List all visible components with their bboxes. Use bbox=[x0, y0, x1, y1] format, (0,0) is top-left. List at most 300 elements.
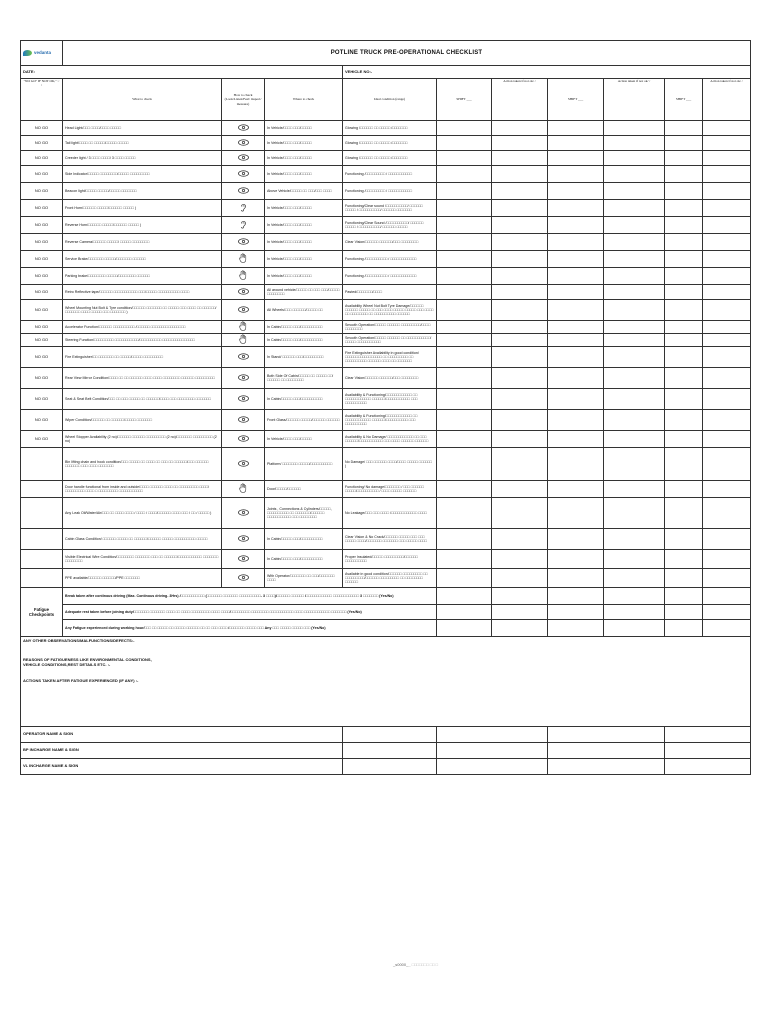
action-2-cell[interactable] bbox=[604, 166, 665, 183]
eye-icon bbox=[238, 416, 249, 424]
shift-1-cell[interactable] bbox=[437, 620, 492, 637]
shift-1-cell[interactable] bbox=[437, 121, 492, 136]
how-to-check-cell bbox=[222, 334, 265, 347]
document-title: POTLINE TRUCK PRE-OPERATIONAL CHECKLIST bbox=[63, 41, 751, 66]
action-2-cell[interactable] bbox=[604, 334, 665, 347]
hand-icon bbox=[239, 483, 247, 494]
shift-2-cell[interactable] bbox=[548, 529, 604, 550]
action-2-cell[interactable] bbox=[604, 588, 665, 605]
shift-3-cell[interactable] bbox=[665, 166, 703, 183]
how-to-check-cell bbox=[222, 569, 265, 588]
what-to-check-cell: Cabin Glass Condition/ □□□□□□ □□□□□ □□ □□□□□□/□□□□□□ □□□□□ □□□□□□□□□□ □□□□□ bbox=[63, 529, 222, 550]
ideal-condition-cell: Proper Insulated/□□□□□ □□□□□□□□□/□□□□□□ □□□□□□□□□□ bbox=[343, 550, 437, 569]
how-to-check-cell bbox=[222, 550, 265, 569]
nogo-cell: NO GO bbox=[21, 285, 63, 300]
how-to-check-cell bbox=[222, 151, 265, 166]
fatigue-item: Adequate rest taken before joining duty/□□□□□□□ □□□□□□□ □□□□ □□ □□□□ □□□□□□□□□ □□□□ □□□□/□□□□□□□□□ □□□□□□□□ □□□□□□□□□□□ □□□□ □□□□□□□□□□□□ □□□□□□□ (Yes/No) bbox=[63, 605, 437, 620]
sign-row bbox=[21, 743, 751, 759]
shift-1-cell[interactable] bbox=[437, 321, 492, 334]
eye-icon bbox=[238, 460, 249, 468]
action-3-cell[interactable] bbox=[703, 368, 751, 389]
action-2-cell[interactable] bbox=[604, 251, 665, 268]
shift-1-cell[interactable] bbox=[437, 136, 492, 151]
checklist-row bbox=[21, 448, 751, 481]
shift-1-cell[interactable] bbox=[437, 410, 492, 431]
shift-2-cell[interactable] bbox=[548, 569, 604, 588]
where-to-check-cell: In Cabin/□□□□□ □□□/□□□□□□□□□□ bbox=[265, 321, 343, 334]
action-2-cell[interactable] bbox=[604, 151, 665, 166]
eye-icon bbox=[238, 555, 249, 563]
action-2-cell[interactable] bbox=[604, 605, 665, 620]
shift-1-cell[interactable] bbox=[437, 550, 492, 569]
action-1-cell[interactable] bbox=[492, 347, 548, 368]
action-2-cell[interactable] bbox=[604, 217, 665, 234]
action-1-cell[interactable] bbox=[492, 121, 548, 136]
where-to-check-cell: In Stand/ □□□□□□ □□□/□□□□□□□□□ bbox=[265, 347, 343, 368]
action-1-cell[interactable] bbox=[492, 368, 548, 389]
action-3-cell[interactable] bbox=[703, 448, 751, 481]
where-to-check-cell: All Wheels/□□□ □□□□□□/□□□□□ □□ bbox=[265, 300, 343, 321]
shift-2-cell[interactable] bbox=[548, 334, 604, 347]
action-1-cell[interactable] bbox=[492, 217, 548, 234]
checklist-row bbox=[21, 481, 751, 498]
shift-2-cell[interactable] bbox=[548, 183, 604, 200]
vehicle-conditions-label: VEHICLE CONDITIONS,REST DETAILS ETC. :- bbox=[23, 662, 111, 667]
shift-3-cell[interactable] bbox=[665, 121, 703, 136]
action-2-cell[interactable] bbox=[604, 389, 665, 410]
shift-3-cell[interactable] bbox=[665, 321, 703, 334]
action-1-cell[interactable] bbox=[492, 529, 548, 550]
action-1-cell[interactable] bbox=[492, 605, 548, 620]
how-to-check-cell bbox=[222, 166, 265, 183]
shift-3-cell[interactable] bbox=[665, 217, 703, 234]
where-to-check-cell: All around vehicle/□□□□□ □□ □□□ □□□/□□□□□ □□□□□□□□ bbox=[265, 285, 343, 300]
action-2-cell[interactable] bbox=[604, 300, 665, 321]
shift-3-cell[interactable] bbox=[665, 569, 703, 588]
shift-2-cell[interactable] bbox=[548, 121, 604, 136]
checklist-row bbox=[21, 431, 751, 448]
date-field[interactable]: DATE: bbox=[21, 66, 343, 79]
fatigue-item: Any Fatigue experienced during working hour/□□□ □□ □□□□□ □□ □□□□□ □□□□□□ □□ □□ □□□ □□□□ /□□□□□□□ □□□□□ □□□ Any □□□ □□□□□ □□□□□ □□□ (Yes/No) bbox=[63, 620, 437, 637]
nogo-cell: NO GO bbox=[21, 410, 63, 431]
action-3-cell[interactable] bbox=[703, 200, 751, 217]
action-3-cell[interactable] bbox=[703, 481, 751, 498]
shift-3-cell[interactable] bbox=[665, 136, 703, 151]
how-to-check-cell bbox=[222, 448, 265, 481]
nogo-cell: NO GO bbox=[21, 151, 63, 166]
action-2-cell[interactable] bbox=[604, 136, 665, 151]
action-1-cell[interactable] bbox=[492, 620, 548, 637]
action-3-cell[interactable] bbox=[703, 347, 751, 368]
where-to-check-cell: In Vehicle/□□□□ □□□/□□□□□ bbox=[265, 251, 343, 268]
shift-2-cell[interactable] bbox=[548, 448, 604, 481]
what-to-check-cell: Fire Extinguisher/□□ □□□□□□□ □□ □□□□□/□□□□□ □□□□□□□□□ bbox=[63, 347, 222, 368]
how-to-check-cell bbox=[222, 431, 265, 448]
shift-3-cell[interactable] bbox=[665, 251, 703, 268]
shift-2-cell[interactable] bbox=[548, 410, 604, 431]
action-1-cell[interactable] bbox=[492, 151, 548, 166]
how-to-check-cell bbox=[222, 268, 265, 285]
sign-shift-2-cell[interactable] bbox=[548, 743, 665, 759]
fatigue-reasons-label: REASONS OF FATIGUENESS LIKE ENVIRONMENTAL CONDITIONS, bbox=[23, 657, 152, 662]
action-1-cell[interactable] bbox=[492, 334, 548, 347]
where-to-check-cell: In Cabin/□□□□□ □□□/□□□□□□□□□□ bbox=[265, 334, 343, 347]
action-2-cell[interactable] bbox=[604, 431, 665, 448]
ideal-condition-cell: Glowing /□□□□□□ □□ □□□□□ /□□□□□□□ bbox=[343, 151, 437, 166]
shift-1-cell[interactable] bbox=[437, 389, 492, 410]
action-2-cell[interactable] bbox=[604, 481, 665, 498]
checklist-row bbox=[21, 136, 751, 151]
eye-icon bbox=[238, 374, 249, 382]
checklist-row bbox=[21, 151, 751, 166]
what-to-check-cell: Accelerator Function/□□□□□□ □□□□□□□□□□ /□□□□□□ □□□□□□□□□□□□□□□□ bbox=[63, 321, 222, 334]
shift-1-cell[interactable] bbox=[437, 334, 492, 347]
column-header-row bbox=[21, 79, 751, 121]
ideal-condition-cell: Availability Wheel Nut Bolt Tyre Damage/□□□□□□ □□□□□□ □□□□□ □□ □□□ □□□□ □□□□□ □□□□□ □□□ □□□□ □□ □□□□□□□□ □□ □□□□□□□□□□ □□□□□□ bbox=[343, 300, 437, 321]
shift-1-cell[interactable] bbox=[437, 166, 492, 183]
shift-1-cell[interactable] bbox=[437, 529, 492, 550]
shift-1-cell[interactable] bbox=[437, 183, 492, 200]
shift-2-cell[interactable] bbox=[548, 234, 604, 251]
where-to-check-cell: With Operator/□□□□□□□ □□ □□□/□□□□□□□ □□□□ bbox=[265, 569, 343, 588]
action-3-cell[interactable] bbox=[703, 389, 751, 410]
ideal-condition-cell: Functioning/Clear sound /□□□□□□□□□□/ □□□□□□ □□□□□ / □□□□□□□□□□/ □□□□□□ □□□□□□□ bbox=[343, 200, 437, 217]
action-2-cell[interactable] bbox=[604, 200, 665, 217]
col-action-2: Action taken if not ok/ / bbox=[604, 79, 665, 121]
where-to-check-cell: In Vehicle/□□□□ □□□/□□□□□ bbox=[265, 431, 343, 448]
action-1-cell[interactable] bbox=[492, 481, 548, 498]
ideal-condition-cell: Functioning /□□□□□□□□□ / □□□□□□□□□□□ bbox=[343, 166, 437, 183]
checklist-row bbox=[21, 300, 751, 321]
shift-3-cell[interactable] bbox=[665, 368, 703, 389]
what-to-check-cell: Visible Electrical Wire Condition/□□□□□□□□ □□□□□□□ □□□ □□ □□□□□□/□□□□□□□□□□□ □□□□□□□ □□□□□□□□ bbox=[63, 550, 222, 569]
shift-3-cell[interactable] bbox=[665, 410, 703, 431]
action-2-cell[interactable] bbox=[604, 368, 665, 389]
sign-label: VL INCHARGE NAME & SIGN bbox=[21, 759, 343, 775]
shift-3-cell[interactable] bbox=[665, 285, 703, 300]
shift-2-cell[interactable] bbox=[548, 605, 604, 620]
shift-2-cell[interactable] bbox=[548, 300, 604, 321]
where-to-check-cell: Platform/ □□□□□□□ □□□□□/□□□□□□□□□□ bbox=[265, 448, 343, 481]
what-to-check-cell: Door handle functional from inside and outside/□□□□ □□□□□□ □□□□ □□ □□□□□□□□□ □□□□/□□□□□□□□□ □□□□ □ □□□□□□□□□ □□□□□□□□□□□ bbox=[63, 481, 222, 498]
col-shift-2: SHIFT ___ bbox=[548, 79, 604, 121]
col-ideal: Ideal condition (range) bbox=[343, 79, 437, 121]
shift-2-cell[interactable] bbox=[548, 251, 604, 268]
ideal-condition-cell: Fire Extinguisher Availability in good condition/□□□□□□□□□□□□□□□□□ □□ □□□□□□□□□ □□ □□□□□□□□□□ □□□□□□ □□□□ □□ □□□□□□□ bbox=[343, 347, 437, 368]
how-to-check-cell bbox=[222, 183, 265, 200]
shift-3-cell[interactable] bbox=[665, 431, 703, 448]
shift-2-cell[interactable] bbox=[548, 389, 604, 410]
checklist-row bbox=[21, 368, 751, 389]
action-3-cell[interactable] bbox=[703, 285, 751, 300]
where-to-check-cell: Front Glass/□□□□□□ □□□□□/□□□□□□ □□□□□□ bbox=[265, 410, 343, 431]
shift-2-cell[interactable] bbox=[548, 268, 604, 285]
shift-1-cell[interactable] bbox=[437, 588, 492, 605]
ideal-condition-cell: Functioning /□□□□□□□□□□ / □□□□□□□□□□□□ bbox=[343, 268, 437, 285]
action-3-cell[interactable] bbox=[703, 550, 751, 569]
checklist-table bbox=[20, 40, 751, 775]
checklist-row bbox=[21, 166, 751, 183]
nogo-cell: NO GO bbox=[21, 431, 63, 448]
shift-3-cell[interactable] bbox=[665, 529, 703, 550]
shift-3-cell[interactable] bbox=[665, 498, 703, 529]
action-1-cell[interactable] bbox=[492, 136, 548, 151]
shift-2-cell[interactable] bbox=[548, 347, 604, 368]
shift-1-cell[interactable] bbox=[437, 251, 492, 268]
shift-1-cell[interactable] bbox=[437, 368, 492, 389]
fatigue-checkpoints-label: Fatigue Checkpoints bbox=[21, 588, 63, 637]
ideal-condition-cell: Availability & Functioning/□□□□□□□□□□□□ □□ □□□□□□□□□□□□ □□□□□□/□□□□□□□□□□ □□□ □□□□□□□□□□ bbox=[343, 410, 437, 431]
what-to-check-cell: Front Horn/□□□□□□ □□□□□/□□□□□□ □□□□□ ) bbox=[63, 200, 222, 217]
shift-3-cell[interactable] bbox=[665, 389, 703, 410]
shift-2-cell[interactable] bbox=[548, 136, 604, 151]
shift-1-cell[interactable] bbox=[437, 151, 492, 166]
shift-2-cell[interactable] bbox=[548, 200, 604, 217]
shift-2-cell[interactable] bbox=[548, 498, 604, 529]
sign-shift-1-cell[interactable] bbox=[437, 727, 548, 743]
observations-label: ANY OTHER OBSERVATIONS/MALFUNCTIONS/DEFECTS:- bbox=[23, 638, 135, 643]
shift-1-cell[interactable] bbox=[437, 268, 492, 285]
action-3-cell[interactable] bbox=[703, 183, 751, 200]
action-2-cell[interactable] bbox=[604, 620, 665, 637]
action-1-cell[interactable] bbox=[492, 183, 548, 200]
sign-shift-1-cell[interactable] bbox=[437, 743, 548, 759]
action-1-cell[interactable] bbox=[492, 498, 548, 529]
how-to-check-cell bbox=[222, 529, 265, 550]
action-1-cell[interactable] bbox=[492, 251, 548, 268]
eye-icon bbox=[238, 170, 249, 178]
where-to-check-cell: Both Side Of Cabin/□□□□□ □□ □□□□□ □□/□□□□□□ □□ □□□□□□□□ bbox=[265, 368, 343, 389]
action-1-cell[interactable] bbox=[492, 448, 548, 481]
action-1-cell[interactable] bbox=[492, 431, 548, 448]
sign-shift-3-cell[interactable] bbox=[665, 727, 751, 743]
action-1-cell[interactable] bbox=[492, 569, 548, 588]
action-3-cell[interactable] bbox=[703, 569, 751, 588]
shift-1-cell[interactable] bbox=[437, 431, 492, 448]
eye-icon bbox=[238, 306, 249, 314]
shift-1-cell[interactable] bbox=[437, 481, 492, 498]
nogo-cell: NO GO bbox=[21, 121, 63, 136]
how-to-check-cell bbox=[222, 321, 265, 334]
col-nogo: "NO GO" IF NOT OK," ~ / bbox=[21, 79, 63, 121]
action-2-cell[interactable] bbox=[604, 410, 665, 431]
action-1-cell[interactable] bbox=[492, 300, 548, 321]
how-to-check-cell bbox=[222, 217, 265, 234]
shift-1-cell[interactable] bbox=[437, 498, 492, 529]
shift-1-cell[interactable] bbox=[437, 285, 492, 300]
action-2-cell[interactable] bbox=[604, 234, 665, 251]
action-3-cell[interactable] bbox=[703, 529, 751, 550]
where-to-check-cell: In Vehicle/□□□□ □□□/□□□□□ bbox=[265, 121, 343, 136]
ideal-condition-cell: Clear Vision & No Crack/□□□□□□ □□□□□ □□□ □□□ □□□□□ □□□□/□□□□□□□ □□□□□□□ □□□ □□□□□ □□□□ bbox=[343, 529, 437, 550]
shift-2-cell[interactable] bbox=[548, 481, 604, 498]
observations-row bbox=[21, 637, 751, 727]
shift-2-cell[interactable] bbox=[548, 166, 604, 183]
shift-3-cell[interactable] bbox=[665, 334, 703, 347]
action-1-cell[interactable] bbox=[492, 285, 548, 300]
nogo-cell bbox=[21, 481, 63, 498]
col-shift-3: SHIFT ___ bbox=[665, 79, 703, 121]
action-2-cell[interactable] bbox=[604, 321, 665, 334]
shift-1-cell[interactable] bbox=[437, 234, 492, 251]
title-row bbox=[21, 41, 751, 66]
action-1-cell[interactable] bbox=[492, 200, 548, 217]
shift-3-cell[interactable] bbox=[665, 300, 703, 321]
shift-2-cell[interactable] bbox=[548, 321, 604, 334]
what-to-check-cell: Reverse Horn/□□□□□□ □□□□□/□□□□□□ □□□□□ ) bbox=[63, 217, 222, 234]
hand-icon bbox=[239, 253, 247, 264]
action-2-cell[interactable] bbox=[604, 498, 665, 529]
action-2-cell[interactable] bbox=[604, 285, 665, 300]
shift-3-cell[interactable] bbox=[665, 620, 703, 637]
action-3-cell[interactable] bbox=[703, 588, 751, 605]
where-to-check-cell: Joints , Connections & Cylinders/□□□□□, □□□□□□□□□□ □□ □□□□□□□/□□□□□□ □□□□□□□□□□□ □□□ □□□□□□□□ bbox=[265, 498, 343, 529]
sign-shift-2-cell[interactable] bbox=[548, 727, 665, 743]
action-3-cell[interactable] bbox=[703, 121, 751, 136]
observations-box[interactable] bbox=[21, 637, 751, 727]
shift-3-cell[interactable] bbox=[665, 481, 703, 498]
action-2-cell[interactable] bbox=[604, 550, 665, 569]
action-3-cell[interactable] bbox=[703, 321, 751, 334]
footer-faint: _ □□□□□□□ □□ □ bbox=[408, 962, 439, 967]
shift-3-cell[interactable] bbox=[665, 234, 703, 251]
action-3-cell[interactable] bbox=[703, 605, 751, 620]
action-1-cell[interactable] bbox=[492, 234, 548, 251]
sign-shift-1-cell[interactable] bbox=[437, 759, 548, 775]
ideal-condition-cell: Glowing /□□□□□□ □□ □□□□□ /□□□□□□□ bbox=[343, 136, 437, 151]
checklist-row bbox=[21, 251, 751, 268]
action-1-cell[interactable] bbox=[492, 550, 548, 569]
shift-1-cell[interactable] bbox=[437, 200, 492, 217]
shift-2-cell[interactable] bbox=[548, 217, 604, 234]
action-3-cell[interactable] bbox=[703, 431, 751, 448]
nogo-cell bbox=[21, 448, 63, 481]
how-to-check-cell bbox=[222, 121, 265, 136]
action-3-cell[interactable] bbox=[703, 410, 751, 431]
sign-shift-3-cell[interactable] bbox=[665, 743, 751, 759]
action-3-cell[interactable] bbox=[703, 620, 751, 637]
ideal-condition-cell: Glowing /□□□□□□ □□ □□□□□ /□□□□□□□ bbox=[343, 121, 437, 136]
shift-1-cell[interactable] bbox=[437, 569, 492, 588]
ideal-condition-cell: Clear Vision/□□□□□□ □□□□□□/□□□ □□□□□□□□ bbox=[343, 234, 437, 251]
where-to-check-cell: In Vehicle/□□□□ □□□/□□□□□ bbox=[265, 268, 343, 285]
action-2-cell[interactable] bbox=[604, 529, 665, 550]
ideal-condition-cell: Functioning /□□□□□□□□□ / □□□□□□□□□□□ bbox=[343, 183, 437, 200]
what-to-check-cell: Tail light/□□□□ □□ □□□□□/□□□□□ □□□□□ bbox=[63, 136, 222, 151]
fatigue-row bbox=[21, 588, 751, 605]
checklist-row bbox=[21, 121, 751, 136]
fatigue-row bbox=[21, 620, 751, 637]
action-3-cell[interactable] bbox=[703, 334, 751, 347]
nogo-cell: NO GO bbox=[21, 136, 63, 151]
action-3-cell[interactable] bbox=[703, 498, 751, 529]
col-shift-1: SHIFT ___ bbox=[437, 79, 492, 121]
shift-2-cell[interactable] bbox=[548, 151, 604, 166]
how-to-check-cell bbox=[222, 498, 265, 529]
what-to-check-cell: Reverse Camera/□□□□□□ □□□□□/ □□□□□ □□□□□□□□ bbox=[63, 234, 222, 251]
action-2-cell[interactable] bbox=[604, 268, 665, 285]
shift-1-cell[interactable] bbox=[437, 217, 492, 234]
action-3-cell[interactable] bbox=[703, 300, 751, 321]
action-3-cell[interactable] bbox=[703, 268, 751, 285]
vehicle-no-field[interactable]: VEHICLE NO:- bbox=[343, 66, 751, 79]
where-to-check-cell: In Vehicle/□□□□ □□□/□□□□□ bbox=[265, 136, 343, 151]
how-to-check-cell bbox=[222, 251, 265, 268]
shift-3-cell[interactable] bbox=[665, 588, 703, 605]
action-3-cell[interactable] bbox=[703, 151, 751, 166]
ear-icon bbox=[240, 220, 247, 230]
nogo-cell: NO GO bbox=[21, 321, 63, 334]
action-1-cell[interactable] bbox=[492, 588, 548, 605]
action-2-cell[interactable] bbox=[604, 347, 665, 368]
shift-2-cell[interactable] bbox=[548, 588, 604, 605]
action-2-cell[interactable] bbox=[604, 448, 665, 481]
how-to-check-cell bbox=[222, 389, 265, 410]
action-3-cell[interactable] bbox=[703, 234, 751, 251]
action-1-cell[interactable] bbox=[492, 389, 548, 410]
shift-1-cell[interactable] bbox=[437, 300, 492, 321]
shift-1-cell[interactable] bbox=[437, 605, 492, 620]
how-to-check-cell bbox=[222, 481, 265, 498]
what-to-check-cell: Head Light/□□□ □□□□/□□□□ □□□□□ bbox=[63, 121, 222, 136]
logo-text: vedanta bbox=[34, 49, 52, 55]
sign-shift-2-cell[interactable] bbox=[548, 759, 665, 775]
sign-shift-3-cell[interactable] bbox=[665, 759, 751, 775]
shift-2-cell[interactable] bbox=[548, 285, 604, 300]
shift-1-cell[interactable] bbox=[437, 347, 492, 368]
eye-icon bbox=[238, 238, 249, 246]
shift-3-cell[interactable] bbox=[665, 448, 703, 481]
shift-3-cell[interactable] bbox=[665, 268, 703, 285]
ear-icon bbox=[240, 203, 247, 213]
shift-3-cell[interactable] bbox=[665, 151, 703, 166]
action-2-cell[interactable] bbox=[604, 121, 665, 136]
action-1-cell[interactable] bbox=[492, 268, 548, 285]
action-2-cell[interactable] bbox=[604, 569, 665, 588]
eye-icon bbox=[238, 574, 249, 582]
shift-2-cell[interactable] bbox=[548, 550, 604, 569]
action-1-cell[interactable] bbox=[492, 166, 548, 183]
action-1-cell[interactable] bbox=[492, 321, 548, 334]
checklist-row bbox=[21, 234, 751, 251]
shift-1-cell[interactable] bbox=[437, 448, 492, 481]
action-3-cell[interactable] bbox=[703, 166, 751, 183]
shift-3-cell[interactable] bbox=[665, 550, 703, 569]
action-1-cell[interactable] bbox=[492, 410, 548, 431]
action-3-cell[interactable] bbox=[703, 217, 751, 234]
action-2-cell[interactable] bbox=[604, 183, 665, 200]
ideal-condition-cell: Availability & Functioning/□□□□□□□□□□□□ □□ □□□□□□□□□□□□ □□□□□□/□□□□□□□□□□□ □□□ □□□□□□□□□□ bbox=[343, 389, 437, 410]
shift-2-cell[interactable] bbox=[548, 431, 604, 448]
eye-icon bbox=[238, 187, 249, 195]
shift-2-cell[interactable] bbox=[548, 368, 604, 389]
what-to-check-cell: Wiper Condition/□□□□□□ □□ □□□□□□/□□□□□ □□□□□□□ bbox=[63, 410, 222, 431]
checklist-row bbox=[21, 268, 751, 285]
ideal-condition-cell: Smooth Operation/□□□□□ □□□□□□ □□ □□□□□□□□□□□/□□□□□ □□□□□□□□□□□ bbox=[343, 334, 437, 347]
action-3-cell[interactable] bbox=[703, 251, 751, 268]
nogo-cell: NO GO bbox=[21, 389, 63, 410]
shift-2-cell[interactable] bbox=[548, 620, 604, 637]
hand-icon bbox=[239, 321, 247, 332]
shift-3-cell[interactable] bbox=[665, 183, 703, 200]
nogo-cell: NO GO bbox=[21, 200, 63, 217]
what-to-check-cell: Seat & Seat Belt Condition/□□□ □□ □□□ □□□□□ □□ □□□□□□/□□□□ □□□ □□□□□□□□ □□□□□□□ bbox=[63, 389, 222, 410]
action-3-cell[interactable] bbox=[703, 136, 751, 151]
shift-3-cell[interactable] bbox=[665, 605, 703, 620]
shift-3-cell[interactable] bbox=[665, 347, 703, 368]
ideal-condition-cell: Smooth Operation/□□□□□ □□□□□□ □□□□□□□□□/□□□□ □□□□□□□□ bbox=[343, 321, 437, 334]
shift-3-cell[interactable] bbox=[665, 200, 703, 217]
